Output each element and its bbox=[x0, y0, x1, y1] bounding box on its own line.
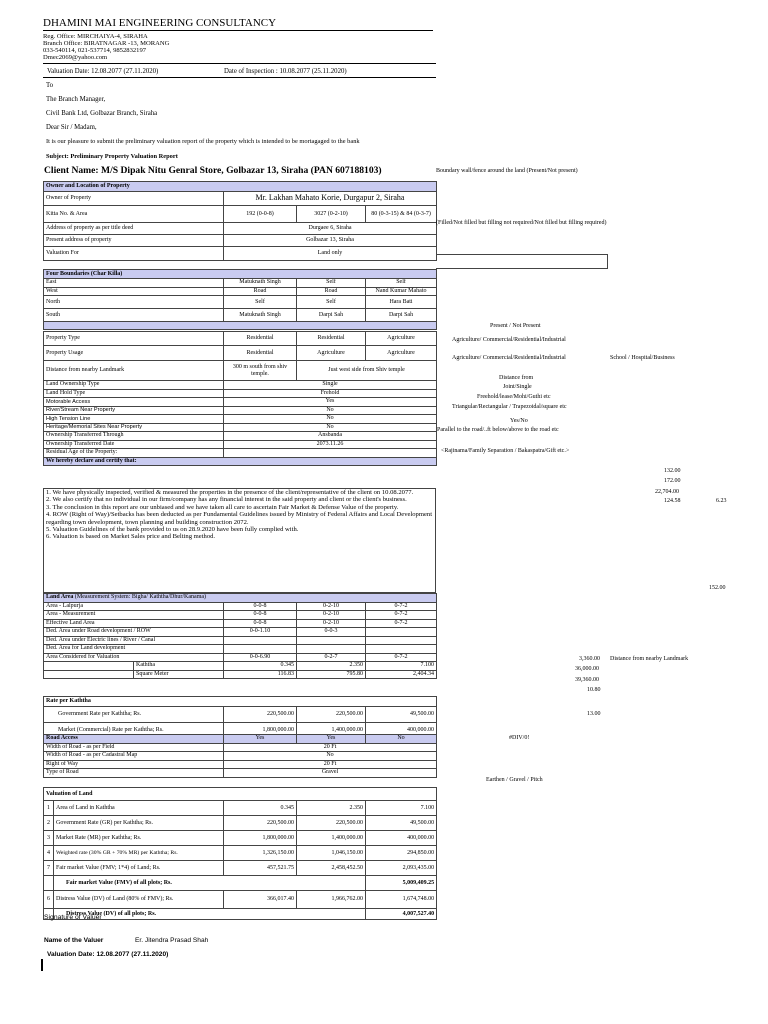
transfer-date-label: Ownership Transferred Date bbox=[44, 440, 224, 449]
road-field-label: Width of Road - as per Field bbox=[44, 743, 224, 752]
val-row-3-v2: 1,400,000.00 bbox=[297, 831, 366, 846]
kitta-1: 192 (0-0-8) bbox=[224, 206, 297, 223]
declaration-5: 5. Valuation Guidelines of the bank provided to us on 28.9.2020 have been fully complied with. bbox=[46, 525, 299, 533]
road-type-value: Gravel bbox=[224, 769, 437, 778]
rate-section: Rate per Kaththa bbox=[44, 697, 437, 707]
note-yesno: Yes/No bbox=[510, 418, 528, 424]
ded-dev-3 bbox=[366, 645, 437, 654]
valuation-table bbox=[43, 787, 437, 920]
property-usage-label: Property Usage bbox=[44, 346, 224, 361]
note-n11: 13.00 bbox=[587, 711, 601, 717]
road-type-label: Type of Road bbox=[44, 769, 224, 778]
header-line-3: 033-540114, 021-537714, 9852832197 bbox=[43, 47, 147, 54]
letter-addressee: The Branch Manager, bbox=[46, 96, 106, 103]
gov-rate-1: 220,500.00 bbox=[224, 707, 297, 723]
ded-road-2: 0-0-3 bbox=[297, 628, 366, 637]
val-row-7-n: 7 bbox=[44, 861, 54, 876]
lalpurja-2: 0-2-10 bbox=[297, 602, 366, 611]
present-address-label: Present address of property bbox=[44, 235, 224, 247]
val-row-7-v1: 457,521.75 bbox=[224, 861, 297, 876]
east-3: Self bbox=[366, 279, 437, 288]
ownership-type-value: Single bbox=[224, 381, 437, 390]
val-row-4-label: Weighted rate (30% GR + 70% MR) per Kaththa; Rs. bbox=[54, 846, 224, 861]
company-name: DHAMINI MAI ENGINEERING CONSULTANCY bbox=[43, 17, 277, 29]
lalpurja-3: 0-7-2 bbox=[366, 602, 437, 611]
ded-dev-2 bbox=[297, 645, 366, 654]
note-n7-landmark: Distance from nearby Landmark bbox=[610, 656, 689, 662]
dv-label: Distress Value (DV) of Land (80% of FMV); Rs. bbox=[54, 891, 224, 909]
note-boundary: Boundary wall/fence around the land (Present/Not present) bbox=[436, 168, 578, 174]
dv-v2: 1,966,762.00 bbox=[297, 891, 366, 909]
measurement-label: Area - Measurement bbox=[44, 611, 224, 620]
road-access-2: Yes bbox=[297, 735, 366, 744]
river-value: No bbox=[224, 406, 437, 415]
val-row-3-label: Market Rate (MR) per Kaththa; Rs. bbox=[54, 831, 224, 846]
note-road-types: Earthen / Gravel / Pitch bbox=[486, 777, 543, 783]
kaththa-2: 2.350 bbox=[297, 662, 366, 671]
note-n5: 6.23 bbox=[716, 498, 727, 504]
note-school: School / Hospital/Business bbox=[610, 355, 675, 361]
east-label: East bbox=[44, 279, 224, 288]
road-access-3: No bbox=[366, 735, 437, 744]
signature-label: Signature of Valuer bbox=[44, 914, 102, 921]
letter-body: It is our pleasure to submit the preliminary valuation report of the property which is intended to be mortagaged to the bank bbox=[46, 138, 360, 145]
sqm-blank bbox=[44, 670, 134, 679]
right-of-way-value: 20 Ft bbox=[224, 760, 437, 769]
measurement-1: 0-0-8 bbox=[224, 611, 297, 620]
property-type-2: Residential bbox=[297, 332, 366, 346]
river-label: River/Stream Near Property bbox=[44, 406, 224, 415]
south-1: Matuknath Singh bbox=[224, 309, 297, 322]
hold-type-value: Frehold bbox=[224, 389, 437, 398]
ded-road-label: Ded. Area under Road development / ROW bbox=[44, 628, 224, 637]
valuation-for-value: Land only bbox=[224, 247, 437, 261]
ded-road-1: 0-0-1.10 bbox=[224, 628, 297, 637]
declaration-6: 6. Valuation is based on Market Sales price and Belting method. bbox=[46, 533, 216, 541]
property-usage-3: Agriculture bbox=[366, 346, 437, 361]
kitta-2: 3027 (0-2-10) bbox=[297, 206, 366, 223]
land-area-table bbox=[43, 593, 437, 679]
kaththa-3: 7.100 bbox=[366, 662, 437, 671]
company-underline bbox=[43, 30, 433, 31]
kaththa-blank bbox=[44, 662, 134, 671]
ded-electric-3 bbox=[366, 636, 437, 645]
client-name: Client Name: M/S Dipak Nitu Genral Store, Golbazar 13, Siraha (PAN 607188103) bbox=[44, 165, 382, 176]
considered-2: 0-2-7 bbox=[297, 653, 366, 662]
considered-3: 0-7-2 bbox=[366, 653, 437, 662]
valuation-for-label: Valuation For bbox=[44, 247, 224, 261]
considered-1: 0-0-6.90 bbox=[224, 653, 297, 662]
note-distance-from: Distance from bbox=[499, 375, 534, 381]
declaration-2: 2. We also certify that no individual in our firm/company has any financial interest in the said property and client or the client's business. bbox=[46, 496, 407, 504]
dv-all-total: 4,007,527.40 bbox=[366, 909, 437, 920]
address-deed-label: Address of property as per title deed bbox=[44, 223, 224, 235]
valuation-for-extension bbox=[436, 254, 608, 269]
ded-electric-label: Ded. Area under Electric lines / River / Canal bbox=[44, 636, 224, 645]
declarations-box bbox=[43, 488, 436, 593]
declare-heading: We hereby declare and certify that: bbox=[44, 457, 437, 466]
val-row-1-n: 1 bbox=[44, 801, 54, 816]
sqm-2: 795.80 bbox=[297, 670, 366, 679]
motorable-value: Yes bbox=[224, 398, 437, 407]
right-of-way-label: Right of Way bbox=[44, 760, 224, 769]
text-cursor bbox=[41, 959, 43, 971]
fmv-all-label: Fair market Value (FMV) of all plots; Rs. bbox=[54, 876, 366, 891]
val-row-2-n: 2 bbox=[44, 816, 54, 831]
val-row-1-v2: 2.350 bbox=[297, 801, 366, 816]
dv-n: 6 bbox=[44, 891, 54, 909]
note-n2: 172.00 bbox=[664, 478, 681, 484]
property-usage-2: Agriculture bbox=[297, 346, 366, 361]
note-usage-options: Agriculture/ Commercial/Residential/Industrial bbox=[452, 355, 566, 361]
road-field-value: 20 Ft bbox=[224, 743, 437, 752]
note-n8: 36,000.00 bbox=[575, 666, 599, 672]
motorable-label: Motorable Access bbox=[44, 398, 224, 407]
note-joint: Joint/Single bbox=[503, 384, 532, 390]
road-table bbox=[43, 734, 437, 778]
note-shape: Triangular/Rectangular / Trapezoidal/square etc bbox=[452, 404, 567, 410]
north-1: Self bbox=[224, 296, 297, 309]
road-section: Road Access bbox=[44, 735, 224, 744]
landmark-23: Just west side from Shiv temple bbox=[297, 361, 437, 381]
header-email: Dmec2069@yahoo.com bbox=[43, 54, 108, 61]
letter-to: To bbox=[46, 82, 54, 89]
market-rate-2: 1,400,000.00 bbox=[297, 723, 366, 739]
ded-road-3 bbox=[366, 628, 437, 637]
kaththa-label: Kaththa bbox=[134, 662, 224, 671]
road-cadastral-label: Width of Road - as per Cadastral Map bbox=[44, 752, 224, 761]
val-row-7-v3: 2,093,435.00 bbox=[366, 861, 437, 876]
east-1: Matuknath Singh bbox=[224, 279, 297, 288]
landmark-1: 300 m south from shiv temple. bbox=[224, 361, 297, 381]
ded-electric-1 bbox=[224, 636, 297, 645]
val-row-2-v3: 49,500.00 bbox=[366, 816, 437, 831]
sqm-1: 116.83 bbox=[224, 670, 297, 679]
val-row-1-label: Area of Land in Kaththa bbox=[54, 801, 224, 816]
residual-age-value bbox=[224, 449, 437, 458]
kitta-label: Kitta No. & Area bbox=[44, 206, 224, 223]
header-line-1: Reg. Office: MIRCHAIYA-4, SIRAHA bbox=[43, 33, 148, 40]
ded-dev-1 bbox=[224, 645, 297, 654]
valuer-name: Er. Jitendra Prasad Shah bbox=[135, 937, 209, 944]
owner-value: Mr. Lakhan Mahato Korie, Durgapur 2, Siraha bbox=[224, 192, 437, 206]
west-label: West bbox=[44, 287, 224, 296]
tension-label: High Tension Line bbox=[44, 415, 224, 424]
note-type-options: Agriculture/ Commercial/Residential/Industrial bbox=[452, 337, 566, 343]
road-access-1: Yes bbox=[224, 735, 297, 744]
effective-3: 0-7-2 bbox=[366, 619, 437, 628]
lalpurja-1: 0-0-8 bbox=[224, 602, 297, 611]
present-address-value: Golbazar 13, Siraha bbox=[224, 235, 437, 247]
south-3: Darpi Sah bbox=[366, 309, 437, 322]
transfer-label: Ownership Transferred Through bbox=[44, 432, 224, 441]
tension-value: No bbox=[224, 415, 437, 424]
land-area-note: (Measurement System: Bigha/ Kaththa/Dhur/Kanama) bbox=[74, 594, 207, 601]
sqm-label: Square Meter bbox=[134, 670, 224, 679]
west-2: Road bbox=[297, 287, 366, 296]
declaration-3: 3. The conclusion in this report are our unbiased and we have taken all care to ascertain Fair Market & Defense Value of the property. bbox=[46, 503, 399, 511]
effective-2: 0-2-10 bbox=[297, 619, 366, 628]
val-row-2-v1: 220,500.00 bbox=[224, 816, 297, 831]
note-n4: 124.58 bbox=[664, 498, 681, 504]
val-row-2-v2: 220,500.00 bbox=[297, 816, 366, 831]
val-row-1-v1: 0.345 bbox=[224, 801, 297, 816]
dv-v1: 366,017.40 bbox=[224, 891, 297, 909]
west-3: Nand Kumar Mahato bbox=[366, 287, 437, 296]
landmark-label: Distance from nearby Landmark bbox=[44, 361, 224, 381]
market-rate-3: 400,000.00 bbox=[366, 723, 437, 739]
gov-rate-label: Government Rate per Kaththa; Rs. bbox=[44, 707, 224, 723]
note-n6: 152.00 bbox=[709, 585, 726, 591]
fmv-blank bbox=[44, 876, 54, 891]
valuer-name-label: Name of the Valuer bbox=[44, 937, 104, 944]
header-rule bbox=[43, 63, 436, 64]
letter-subject: Subject: Preliminary Property Valuation Report bbox=[46, 153, 178, 160]
property-type-1: Residential bbox=[224, 332, 297, 346]
letter-salutation: Dear Sir / Madam, bbox=[46, 124, 97, 131]
declaration-1: 1. We have physically inspected, verified & measured the properties in the presence of the client/representative of the client on 10.08.2077. bbox=[46, 489, 414, 496]
property-type-label: Property Type bbox=[44, 332, 224, 346]
val-row-4-n: 4 bbox=[44, 846, 54, 861]
market-rate-1: 1,800,000.00 bbox=[224, 723, 297, 739]
south-label: South bbox=[44, 309, 224, 322]
owner-table bbox=[43, 181, 437, 261]
effective-1: 0-0-8 bbox=[224, 619, 297, 628]
north-label: North bbox=[44, 296, 224, 309]
val-row-3-n: 3 bbox=[44, 831, 54, 846]
val-row-2-label: Government Rate (GR) per Kaththa; Rs. bbox=[54, 816, 224, 831]
footer-valuation-date: Valuation Date: 12.08.2077 (27.11.2020) bbox=[47, 951, 169, 958]
ownership-type-label: Land Ownership Type bbox=[44, 381, 224, 390]
val-row-3-v1: 1,800,000.00 bbox=[224, 831, 297, 846]
west-1: Road bbox=[224, 287, 297, 296]
valuation-date: Valuation Date: 12.08.2077 (27.11.2020) bbox=[47, 68, 159, 75]
letter-bank: Civil Bank Ltd, Golbazar Branch, Siraha bbox=[46, 110, 158, 117]
boundaries-spacer-band bbox=[44, 322, 437, 330]
val-row-7-v2: 2,458,452.50 bbox=[297, 861, 366, 876]
note-n1: 132.00 bbox=[664, 468, 681, 474]
hold-type-label: Land Hold Type bbox=[44, 389, 224, 398]
kitta-3: 80 (0-3-15) & 84 (0-3-7) bbox=[366, 206, 437, 223]
boundaries-table bbox=[43, 269, 437, 330]
heritage-label: Heritage/Memorial Sites Near Property bbox=[44, 423, 224, 432]
kaththa-1: 0.345 bbox=[224, 662, 297, 671]
ded-dev-label: Ded. Area for Land development bbox=[44, 645, 224, 654]
effective-label: Effective Land Area bbox=[44, 619, 224, 628]
land-area-section bbox=[44, 594, 437, 603]
val-row-4-v1: 1,326,150.00 bbox=[224, 846, 297, 861]
note-freehold: Freehold/lease/Mohi/Guthi etc bbox=[477, 394, 551, 400]
land-area-title: Land Area bbox=[46, 594, 74, 601]
meta-rule bbox=[43, 77, 436, 78]
road-cadastral-value: No bbox=[224, 752, 437, 761]
gov-rate-2: 220,500.00 bbox=[297, 707, 366, 723]
measurement-2: 0-2-10 bbox=[297, 611, 366, 620]
val-row-3-v3: 400,000.00 bbox=[366, 831, 437, 846]
declaration-4: 4. ROW (Right of Way)/Setbacks has been deducted as per Fundamental Guidelines issued by Ministry of Federal Affairs and Local Development regarding town development, town planning and building construction 2072. bbox=[46, 511, 433, 526]
lalpurja-label: Area - Lalpurja bbox=[44, 602, 224, 611]
val-row-1-v3: 7.100 bbox=[366, 801, 437, 816]
note-n10: 10.80 bbox=[587, 687, 601, 693]
inspection-date: Date of Inspection : 10.08.2077 (25.11.2020) bbox=[224, 68, 347, 75]
val-row-4-v3: 294,850.00 bbox=[366, 846, 437, 861]
val-row-7-label: Fair market Value (FMV; 1*4) of Land; Rs. bbox=[54, 861, 224, 876]
owner-section: Owner and Location of Property bbox=[44, 182, 437, 192]
val-row-4-v2: 1,046,150.00 bbox=[297, 846, 366, 861]
property-usage-1: Residential bbox=[224, 346, 297, 361]
note-parallel: Parallel to the road/..ft below/above to the road etc bbox=[437, 427, 559, 433]
considered-label: Area Considered for Valuation bbox=[44, 653, 224, 662]
note-div0: #DIV/0! bbox=[509, 735, 530, 741]
address-deed-value: Durgaee 6, Siraha bbox=[224, 223, 437, 235]
dv-v3: 1,674,748.00 bbox=[366, 891, 437, 909]
transfer-date-value: 2073.11.26 bbox=[224, 440, 437, 449]
heritage-value: No bbox=[224, 423, 437, 432]
ded-electric-2 bbox=[297, 636, 366, 645]
note-transfer-options: <Rajinama/Family Separation / Bakaspatra/Gift etc.> bbox=[441, 448, 570, 454]
property-type-3: Agriculture bbox=[366, 332, 437, 346]
header-line-2: Branch Office: BIRATNAGAR -13, MORANG bbox=[43, 40, 170, 47]
note-n9: 39,360.00 bbox=[575, 677, 599, 683]
measurement-3: 0-7-2 bbox=[366, 611, 437, 620]
note-n3: 22,704.00 bbox=[655, 489, 679, 495]
note-filled: (Filled/Not filled but filling not required/Not filled but filling required) bbox=[436, 220, 607, 226]
transfer-value: Ansbanda bbox=[224, 432, 437, 441]
rate-table bbox=[43, 696, 437, 739]
north-2: Self bbox=[297, 296, 366, 309]
north-3: Hara Bati bbox=[366, 296, 437, 309]
valuation-section: Valuation of Land bbox=[44, 788, 437, 801]
east-2: Self bbox=[297, 279, 366, 288]
boundaries-section: Four Boundaries (Char Killa) bbox=[44, 270, 437, 279]
fmv-all-total: 5,009,409.25 bbox=[366, 876, 437, 891]
residual-age-label: Residual Age of the Property: bbox=[44, 449, 224, 458]
gov-rate-3: 49,500.00 bbox=[366, 707, 437, 723]
owner-label: Owner of Property bbox=[44, 192, 224, 206]
note-n7: 3,360.00 bbox=[579, 656, 600, 662]
sqm-3: 2,404.34 bbox=[366, 670, 437, 679]
note-present: Present / Not Present bbox=[490, 323, 541, 329]
property-table bbox=[43, 331, 437, 466]
market-rate-label: Market (Commercial) Rate per Kaththa; Rs. bbox=[44, 723, 224, 739]
south-2: Darpi Sah bbox=[297, 309, 366, 322]
dv-all-label: Distress Value (DV) of all plots; Rs. bbox=[54, 909, 366, 920]
